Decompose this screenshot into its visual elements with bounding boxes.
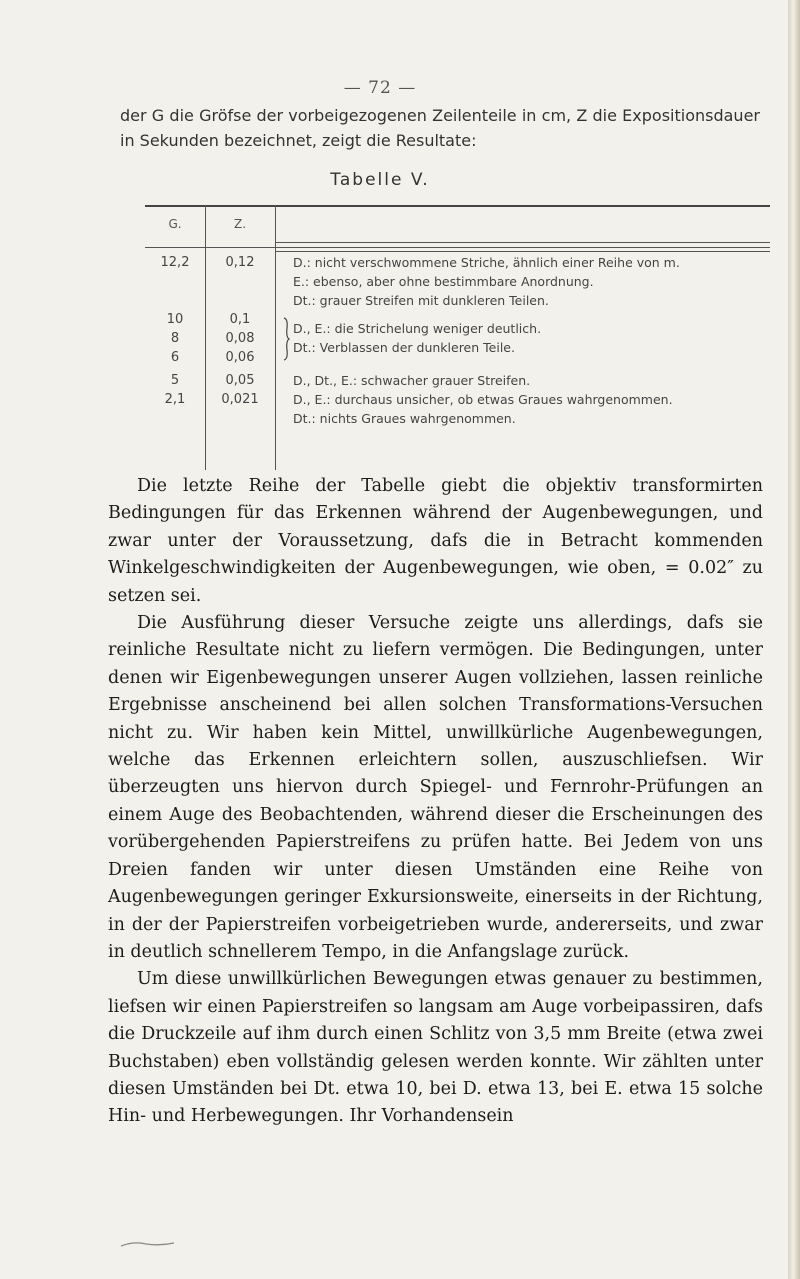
- table-col-divider: [275, 205, 276, 470]
- observation: Dt.: nichts Graues wahrgenommen.: [293, 411, 516, 426]
- header-z: Z.: [233, 217, 247, 231]
- observation: D.: nicht verschwommene Striche, ähnlich einer Reihe von m.: [293, 255, 680, 270]
- results-table: [145, 205, 770, 470]
- header-rule: [275, 242, 770, 243]
- observation: D., E.: die Strichelung weniger deutlich.: [293, 321, 542, 336]
- brace-icon: [281, 317, 291, 361]
- observation: D., Dt., E.: schwacher grauer Streifen.: [293, 373, 531, 388]
- observation: Dt.: Verblassen der dunkleren Teile.: [293, 340, 515, 355]
- cell-g: 5: [170, 373, 180, 388]
- cell-g: 2,1: [164, 392, 186, 407]
- pencil-mark-icon: [120, 1240, 175, 1248]
- observation: D., E.: durchaus unsicher, ob etwas Graues wahrgenommen.: [293, 392, 673, 407]
- cell-z: 0,06: [225, 350, 255, 365]
- cell-z: 0,1: [229, 312, 251, 327]
- page-edge: [788, 0, 800, 1279]
- intro-text: der G die Gröfse der vorbeigezogenen Zeilenteile in cm, Z die Expositionsdauer in Sekunden bezeichnet, zeigt die Resultate:: [120, 106, 760, 150]
- cell-z: 0,12: [225, 255, 255, 270]
- header-rule-right: [275, 251, 770, 252]
- header-rule-double: [145, 247, 770, 248]
- cell-z: 0,08: [225, 331, 255, 346]
- cell-g: 10: [166, 312, 184, 327]
- body-text: [108, 473, 763, 1131]
- observation: Dt.: grauer Streifen mit dunkleren Teilen.: [293, 293, 549, 308]
- page-number: — 72 —: [343, 78, 417, 98]
- cell-z: 0,021: [221, 392, 259, 407]
- header-g: G.: [168, 217, 182, 231]
- table-top-rule: [145, 205, 770, 207]
- cell-g: 12,2: [160, 255, 190, 270]
- paragraph: Die letzte Reihe der Tabelle giebt die objektiv transformirten Bedingungen für das Erkennen während der Augenbewegungen, und zwar unter der Voraussetzung, dafs die in Betracht kommenden Winkelgeschwindigkeiten der Augenbewegungen, wie oben, = 0.02″ zu setzen sei.: [108, 476, 763, 606]
- cell-g: 8: [170, 331, 180, 346]
- cell-z: 0,05: [225, 373, 255, 388]
- observation: E.: ebenso, aber ohne bestimmbare Anordnung.: [293, 274, 594, 289]
- paragraph: Um diese unwillkürlichen Bewegungen etwas genauer zu bestimmen, liefsen wir einen Papierstreifen so langsam am Auge vorbeipassiren, dafs die Druckzeile auf ihm durch einen Schlitz von 3,5 mm Breite (etwa zwei Buchstaben) eben vollständig gelesen werden konnte. Wir zählten unter diesen Umständen bei Dt. etwa 10, bei D. etwa 13, bei E. etwa 15 solche Hin- und Herbewegungen. Ihr Vorhandensein: [108, 969, 763, 1127]
- cell-g: 6: [170, 350, 180, 365]
- table-title: Tabelle V.: [330, 170, 430, 190]
- paragraph: Die Ausführung dieser Versuche zeigte uns allerdings, dafs sie reinliche Resultate nicht zu liefern vermögen. Die Bedingungen, unter denen wir Eigenbewegungen unserer Augen vollziehen, lassen reinliche Ergebnisse anscheinend bei allen solchen Transformations-Versuchen nicht zu. Wir haben kein Mittel, unwillkürliche Augenbewegungen, welche das Erkennen erleichtern sollen, auszuschliefsen. Wir überzeugten uns hiervon durch Spiegel- und Fernrohr-Prüfungen an einem Auge des Beobachtenden, während dieser die Erscheinungen des vorübergehenden Papierstreifens zu prüfen hatte. Bei Jedem von uns Dreien fanden wir unter diesen Umständen eine Reihe von Augenbewegungen geringer Exkursionsweite, einerseits in der Richtung, in der der Papierstreifen vorbeigetrieben wurde, andererseits, und zwar in deutlich schnellerem Tempo, in die Anfangslage zurück.: [108, 613, 763, 962]
